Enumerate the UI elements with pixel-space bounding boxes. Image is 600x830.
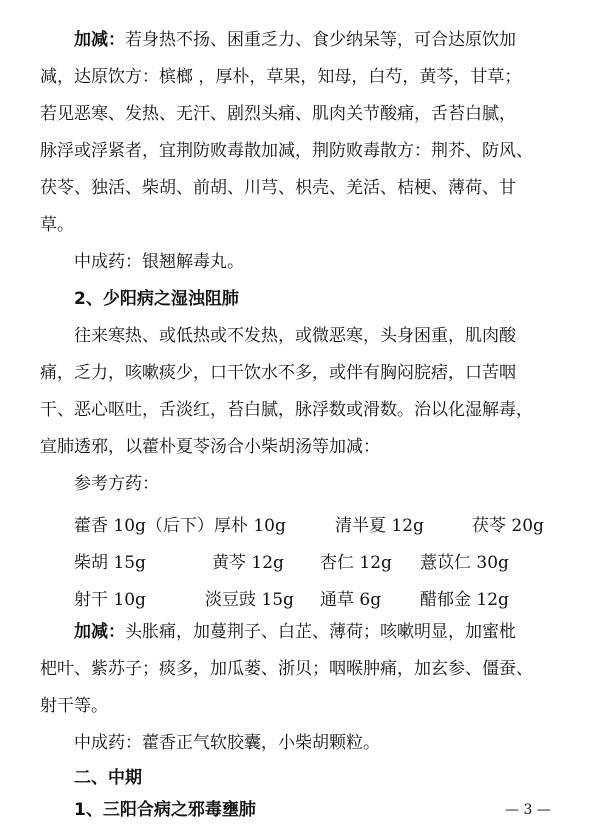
section-heading-2: 2、少阳病之湿浊阻肺 [74,289,239,309]
paragraph-symptoms-line-4: 宣肺透邪，以藿朴夏苓汤合小柴胡汤等加减： [40,437,380,457]
herb-entry: 黄芩 12g [212,553,284,573]
paragraph-adjust-1-line-1: 加减：若身热不扬、困重乏力、食少纳呆等，可合达原饮加 [74,30,516,50]
paragraph-adjust-1-line-5: 茯苓、独活、柴胡、前胡、川芎、枳壳、羌活、桔梗、薄荷、甘 [40,178,516,198]
herb-entry: 柴胡 15g [74,553,146,573]
herb-entry: 醋郁金 12g [420,590,509,610]
paragraph-adjust-1-line-6: 草。 [40,215,74,235]
herb-entry: 射干 10g [74,590,146,610]
section-heading-3: 1、三阳合病之邪毒壅肺 [74,800,256,820]
herb-entry: 藿香 10g（后下）厚朴 10g [74,516,286,536]
herb-entry: 通草 6g [320,590,382,610]
page-number: — 3 — [505,802,551,818]
adjust-label: 加减： [74,622,125,642]
paragraph-adjust-1-line-3: 若见恶寒、发热、无汗、剧烈头痛、肌肉关节酸痛，舌苔白腻， [40,104,516,124]
patent-medicine-2: 中成药：藿香正气软胶囊，小柴胡颗粒。 [74,733,380,753]
paragraph-adjust-2-line-3: 射干等。 [40,696,108,716]
herb-entry: 淡豆豉 15g [205,590,294,610]
reference-prescription-label: 参考方药： [74,474,159,494]
paragraph-symptoms-line-2: 痛，乏力，咳嗽痰少，口干饮水不多，或伴有胸闷脘痞，口苦咽 [40,363,516,383]
adjust-label: 加减： [74,30,125,50]
paragraph-adjust-2-line-2: 杷叶、紫苏子；痰多，加瓜蒌、浙贝；咽喉肿痛，加玄参、僵蚕、 [40,659,533,679]
herb-entry: 清半夏 12g [335,516,424,536]
section-heading-mid: 二、中期 [74,768,142,788]
paragraph-adjust-1-line-4: 脉浮或浮紧者，宜荆防败毒散加减，荆防败毒散方：荆芥、防风、 [40,141,533,161]
herb-entry: 茯苓 20g [472,516,544,536]
patent-medicine-1: 中成药：银翘解毒丸。 [74,252,244,272]
herb-entry: 薏苡仁 30g [420,553,509,573]
paragraph-adjust-1-line-2: 减，达原饮方：槟榔 ，厚朴，草果，知母，白芍，黄芩，甘草； [40,67,522,87]
paragraph-symptoms-line-1: 往来寒热、或低热或不发热，或微恶寒，头身困重，肌肉酸 [74,326,516,346]
herb-entry: 杏仁 12g [320,553,392,573]
paragraph-adjust-2-line-1: 加减：头胀痛，加蔓荆子、白芷、薄荷；咳嗽明显，加蜜枇 [74,622,516,642]
paragraph-symptoms-line-3: 干、恶心呕吐，舌淡红，苔白腻，脉浮数或滑数。治以化湿解毒， [40,400,533,420]
